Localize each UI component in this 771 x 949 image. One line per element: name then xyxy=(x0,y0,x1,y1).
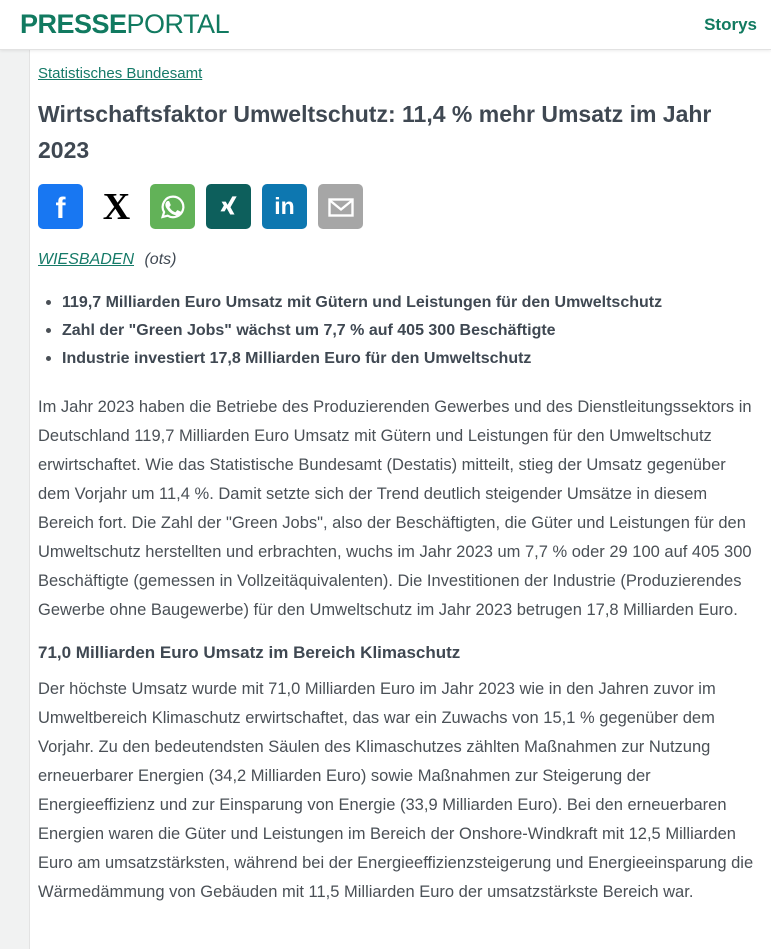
linkedin-in-glyph: in xyxy=(274,193,295,219)
key-point-item: Zahl der "Green Jobs" wächst um 7,7 % auf 405 300 Beschäftigte xyxy=(44,317,757,345)
top-navigation-bar xyxy=(0,0,771,50)
source-link-statistisches-bundesamt[interactable]: Statistisches Bundesamt xyxy=(38,65,203,82)
article-headline: Wirtschaftsfaktor Umweltschutz: 11,4 % mehr Umsatz im Jahr 2023 xyxy=(38,101,712,163)
article-paragraph-2: Der höchste Umsatz wurde mit 71,0 Milliarden Euro im Jahr 2023 wie in den Jahren zuvor im Umweltbereich Klimaschutz erwirtschaftet, das war ein Zuwachs von 15,1 % gegenüber dem Vorjahr. Zu den bedeutendsten Säulen des Klimaschutzes zählten Maßnahmen zur Nutzung erneuerbarer Energien (34,2 Milliarden Euro) sowie Maßnahmen zur Steigerung der Energieeffizienz und zur Einsparung von Energie (33,9 Milliarden Euro). Bei den erneuerbaren Energien waren die Güter und Leistungen im Bereich der Onshore-Windkraft mit 12,5 Milliarden Euro am umsatzstärksten, während bei der Energieeffizienzsteigerung und Energieeinsparung die Wärmedämmung von Gebäuden mit 11,5 Milliarden Euro der umsatzstärkste Bereich war. xyxy=(38,680,754,901)
key-point-item: 119,7 Milliarden Euro Umsatz mit Gütern und Leistungen für den Umweltschutz xyxy=(44,289,757,317)
logo-text-light: PORTAL xyxy=(126,9,230,39)
whatsapp-share-icon[interactable] xyxy=(150,184,195,229)
x-glyph: X xyxy=(102,185,131,228)
dateline-city-link[interactable]: WIESBADEN xyxy=(38,251,135,268)
xing-x-icon xyxy=(214,192,244,222)
page-body xyxy=(0,50,771,949)
facebook-f-glyph: f xyxy=(55,191,66,225)
linkedin-share-icon[interactable] xyxy=(262,184,307,229)
key-points-list xyxy=(44,289,757,373)
article-content xyxy=(30,50,771,949)
article-paragraph-1: Im Jahr 2023 haben die Betriebe des Produzierenden Gewerbes und des Dienstleitungssektors in Deutschland 119,7 Milliarden Euro Umsatz mit Gütern und Leistungen für den Umweltschutz erwirtschaftet. Wie das Statistische Bundesamt (Destatis) mitteilt, stieg der Umsatz gegenüber dem Vorjahr um 11,4 %. Damit setzte sich der Trend deutlich steigender Umsätze in diesem Bereich fort. Die Zahl der "Green Jobs", also der Beschäftigten, die Güter und Leistungen für den Umweltschutz herstellten und erbrachten, wuchs im Jahr 2023 um 7,7 % oder 29 100 auf 405 300 Beschäftigte (gemessen in Vollzeitäquivalenten). Die Investitionen der Industrie (Produzierendes Gewerbe ohne Baugewerbe) für den Umweltschutz im Jahr 2023 betrugen 17,8 Milliarden Euro. xyxy=(38,398,752,619)
key-point-item: Industrie investiert 17,8 Milliarden Euro für den Umweltschutz xyxy=(44,345,757,373)
presseportal-logo[interactable] xyxy=(20,9,229,40)
dateline-agency: (ots) xyxy=(144,251,177,268)
facebook-share-icon[interactable] xyxy=(38,184,83,229)
whatsapp-phone-icon xyxy=(157,191,189,223)
dateline xyxy=(38,251,757,269)
left-gutter xyxy=(0,50,30,949)
article-subheading: 71,0 Milliarden Euro Umsatz im Bereich Klimaschutz xyxy=(38,643,461,662)
share-button-row xyxy=(38,184,757,229)
logo-text-bold: PRESSE xyxy=(20,9,127,39)
envelope-icon xyxy=(324,190,358,224)
xing-share-icon[interactable] xyxy=(206,184,251,229)
email-share-icon[interactable] xyxy=(318,184,363,229)
x-twitter-share-icon[interactable] xyxy=(94,184,139,229)
nav-link-storys[interactable]: Storys xyxy=(704,14,757,34)
